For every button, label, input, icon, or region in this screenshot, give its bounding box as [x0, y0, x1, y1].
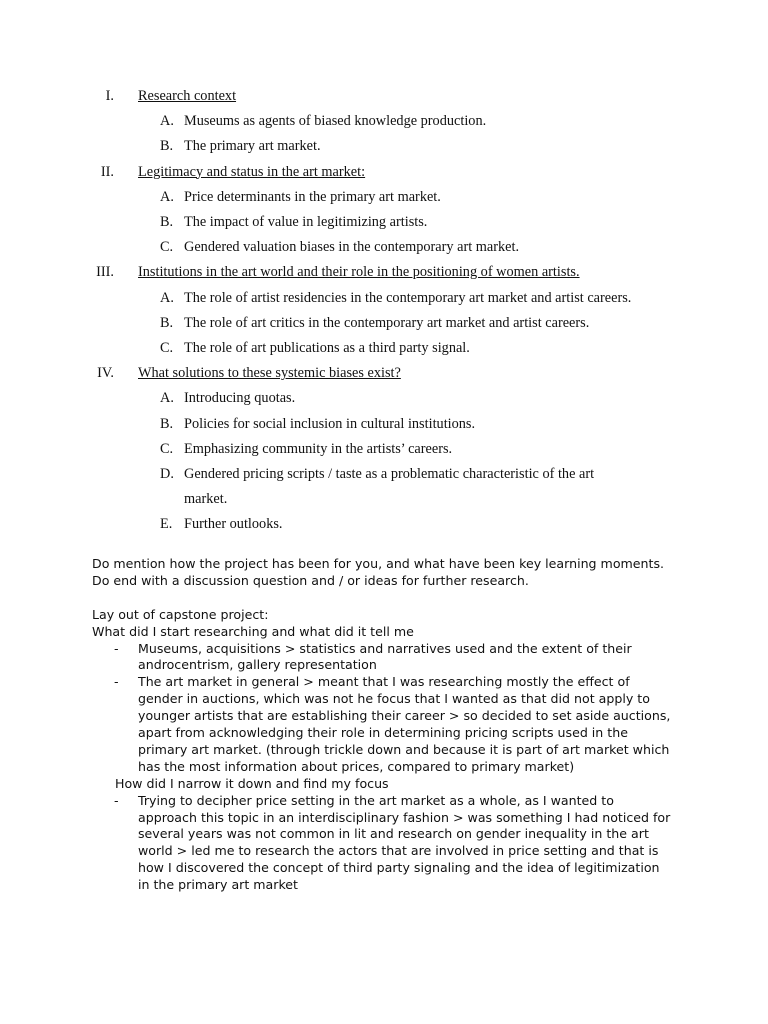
item-letter: A. — [160, 289, 174, 306]
item-letter: C. — [160, 339, 174, 356]
section-title: What solutions to these systemic biases exist? — [138, 365, 401, 382]
outline-item — [0, 185, 768, 210]
notes-intro: Do mention how the project has been for you, and what have been key learning moments. Do end with a discussion question and / or ideas for further research. — [92, 556, 665, 588]
item-text: Introducing quotas. — [184, 390, 296, 407]
item-text: Museums as agents of biased knowledge production. — [184, 113, 487, 130]
item-letter: B. — [160, 213, 174, 230]
bullet-text: The art market in general > meant that I was researching mostly the effect of gender in auctions, which was not he focus that I wanted as that did not apply to younger artists that are establishing their career > so decided to set aside auctions, apart from acknowledging their role in determining pricing scripts used in the primary art market. (through trickle down and because it is part of art market which has the most information about prices, compared to primary market) — [138, 674, 671, 774]
dash-bullet: - — [114, 640, 119, 656]
item-text: The role of art publications as a third party signal. — [184, 339, 470, 356]
item-letter: B. — [160, 138, 174, 155]
outline-section — [0, 361, 768, 386]
item-text: The primary art market. — [184, 138, 321, 155]
layout-heading: Lay out of capstone project: — [92, 606, 269, 622]
item-text: Gendered valuation biases in the contemporary art market. — [184, 239, 520, 256]
item-letter: C. — [160, 239, 174, 256]
outline-section — [0, 160, 768, 185]
outline-item — [0, 437, 768, 462]
outline — [0, 84, 768, 538]
section-number: I. — [105, 88, 114, 104]
item-text: Policies for social inclusion in cultural institutions. — [184, 415, 476, 432]
outline-item — [0, 462, 768, 512]
outline-item — [0, 210, 768, 235]
outline-section — [0, 84, 768, 109]
bullet-item — [92, 641, 674, 675]
section-title: Legitimacy and status in the art market: — [138, 163, 366, 180]
bullet-item — [92, 674, 674, 775]
question-heading: How did I narrow it down and find my focus — [115, 775, 389, 791]
question-heading: What did I start researching and what did it tell me — [92, 623, 414, 639]
item-text: Price determinants in the primary art market. — [184, 188, 441, 205]
item-letter: D. — [160, 465, 174, 482]
section-number: III. — [96, 264, 114, 281]
item-text: The role of artist residencies in the contemporary art market and artist careers. — [184, 289, 632, 306]
item-text: Gendered pricing scripts / taste as a problematic characteristic of the art market. — [184, 465, 595, 508]
bullet-text: Museums, acquisitions > statistics and narratives used and the extent of their androcentrism, gallery representation — [138, 640, 632, 673]
outline-item — [0, 311, 768, 336]
item-letter: A. — [160, 188, 174, 205]
bullet-text: Trying to decipher price setting in the art market as a whole, as I wanted to approach this topic in an interdisciplinary fashion > was something I had noticed for several years was not common in lit and research on gender inequality in the art world > led me to research the actors that are involved in price setting and that is how I discovered the concept of third party signaling and the idea of legitimization in the primary art market — [138, 792, 671, 893]
item-letter: B. — [160, 415, 174, 432]
item-text: The impact of value in legitimizing artists. — [184, 213, 428, 230]
section-number: IV. — [97, 365, 114, 382]
outline-section — [0, 260, 768, 285]
item-letter: E. — [160, 516, 173, 533]
section-number: II. — [100, 163, 114, 180]
notes — [92, 556, 682, 894]
outline-item — [0, 512, 768, 537]
dash-bullet: - — [114, 792, 119, 808]
outline-item — [0, 336, 768, 361]
bullet-item — [92, 793, 674, 894]
item-letter: A. — [160, 113, 174, 130]
item-letter: B. — [160, 314, 174, 331]
section-title: Institutions in the art world and their role in the positioning of women artists. — [138, 264, 580, 281]
outline-item — [0, 134, 768, 159]
item-text: The role of art critics in the contemporary art market and artist careers. — [184, 314, 590, 331]
outline-item — [0, 412, 768, 437]
dash-bullet: - — [114, 674, 119, 690]
outline-item — [0, 386, 768, 411]
outline-item — [0, 286, 768, 311]
spacer — [92, 590, 682, 607]
section-title: Research context — [138, 88, 237, 104]
item-text: Further outlooks. — [184, 516, 283, 533]
outline-item — [0, 235, 768, 260]
outline-item — [0, 109, 768, 134]
item-text: Emphasizing community in the artists’ careers. — [184, 440, 453, 457]
item-letter: A. — [160, 390, 174, 407]
item-letter: C. — [160, 440, 174, 457]
